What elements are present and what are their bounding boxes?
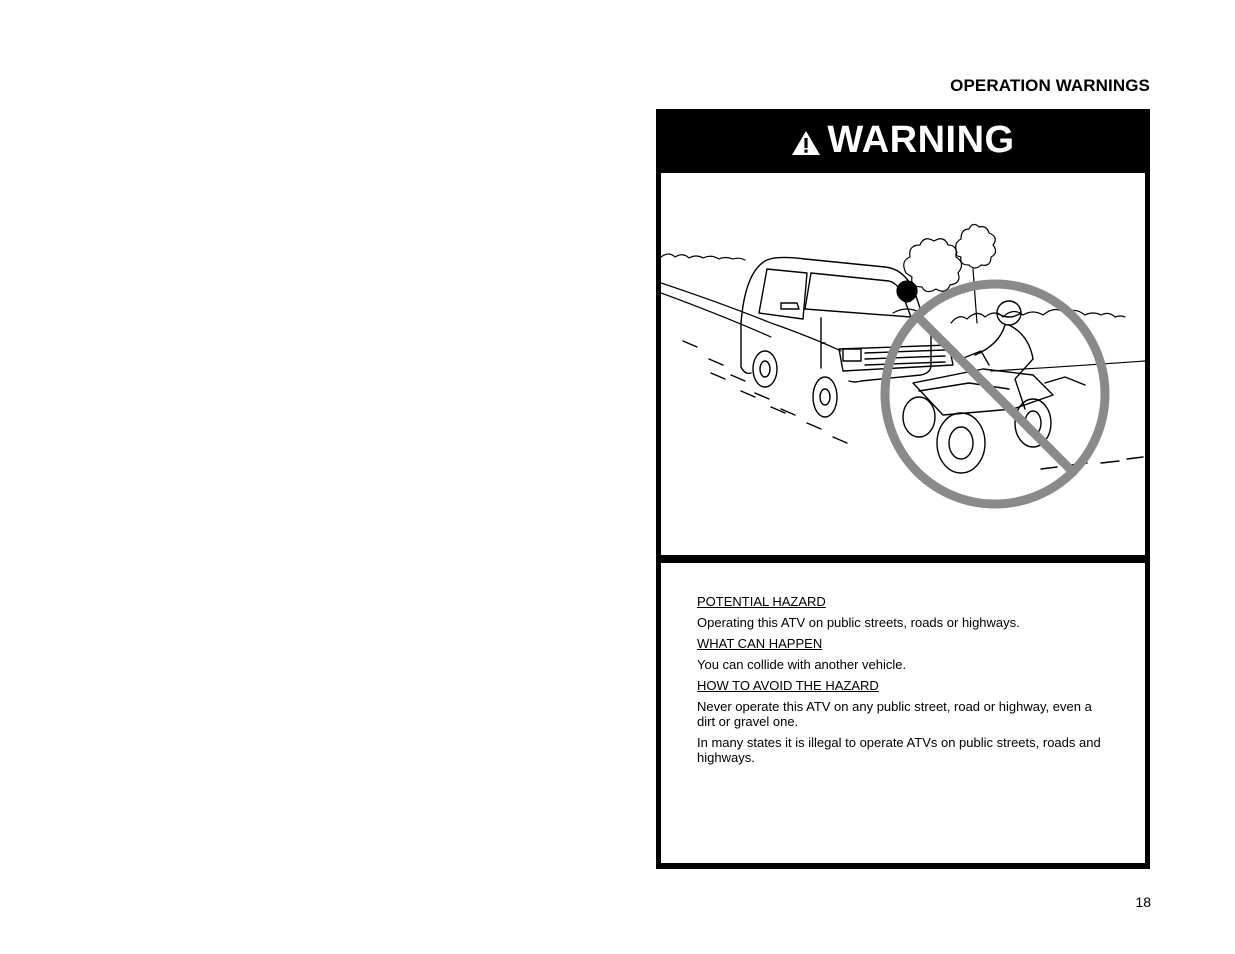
hazard-text-panel: [661, 563, 1145, 863]
warning-header: [656, 109, 1150, 172]
warning-box: [656, 109, 1150, 869]
how-to-avoid-heading: HOW TO AVOID THE HAZARD: [697, 678, 879, 693]
page-number: 18: [1135, 894, 1151, 910]
what-can-happen-heading: WHAT CAN HAPPEN: [697, 636, 823, 651]
road-edge: [661, 293, 771, 337]
road-edge: [661, 283, 841, 351]
warning-triangle-icon: [791, 130, 821, 156]
lane-dashes: [683, 341, 1143, 469]
section-title: OPERATION WARNINGS: [950, 76, 1150, 95]
warning-signal-word: WARNING: [827, 119, 1015, 161]
treeline-left: [661, 254, 745, 260]
potential-hazard-heading: POTENTIAL HAZARD: [697, 594, 826, 609]
prohibition-sign: [885, 284, 1105, 504]
van: [741, 257, 953, 417]
how-to-avoid-text-1: Never operate this ATV on any public street, road or highway, even a dirt or gravel one.: [697, 699, 1092, 729]
hazard-illustration: [661, 173, 1145, 555]
road-edge: [991, 361, 1145, 371]
potential-hazard-text: Operating this ATV on public streets, roads or highways.: [697, 615, 1020, 630]
tree: [956, 224, 996, 268]
how-to-avoid-text-2: In many states it is illegal to operate ATVs on public streets, roads and highways.: [697, 735, 1101, 765]
what-can-happen-text: You can collide with another vehicle.: [697, 657, 907, 672]
